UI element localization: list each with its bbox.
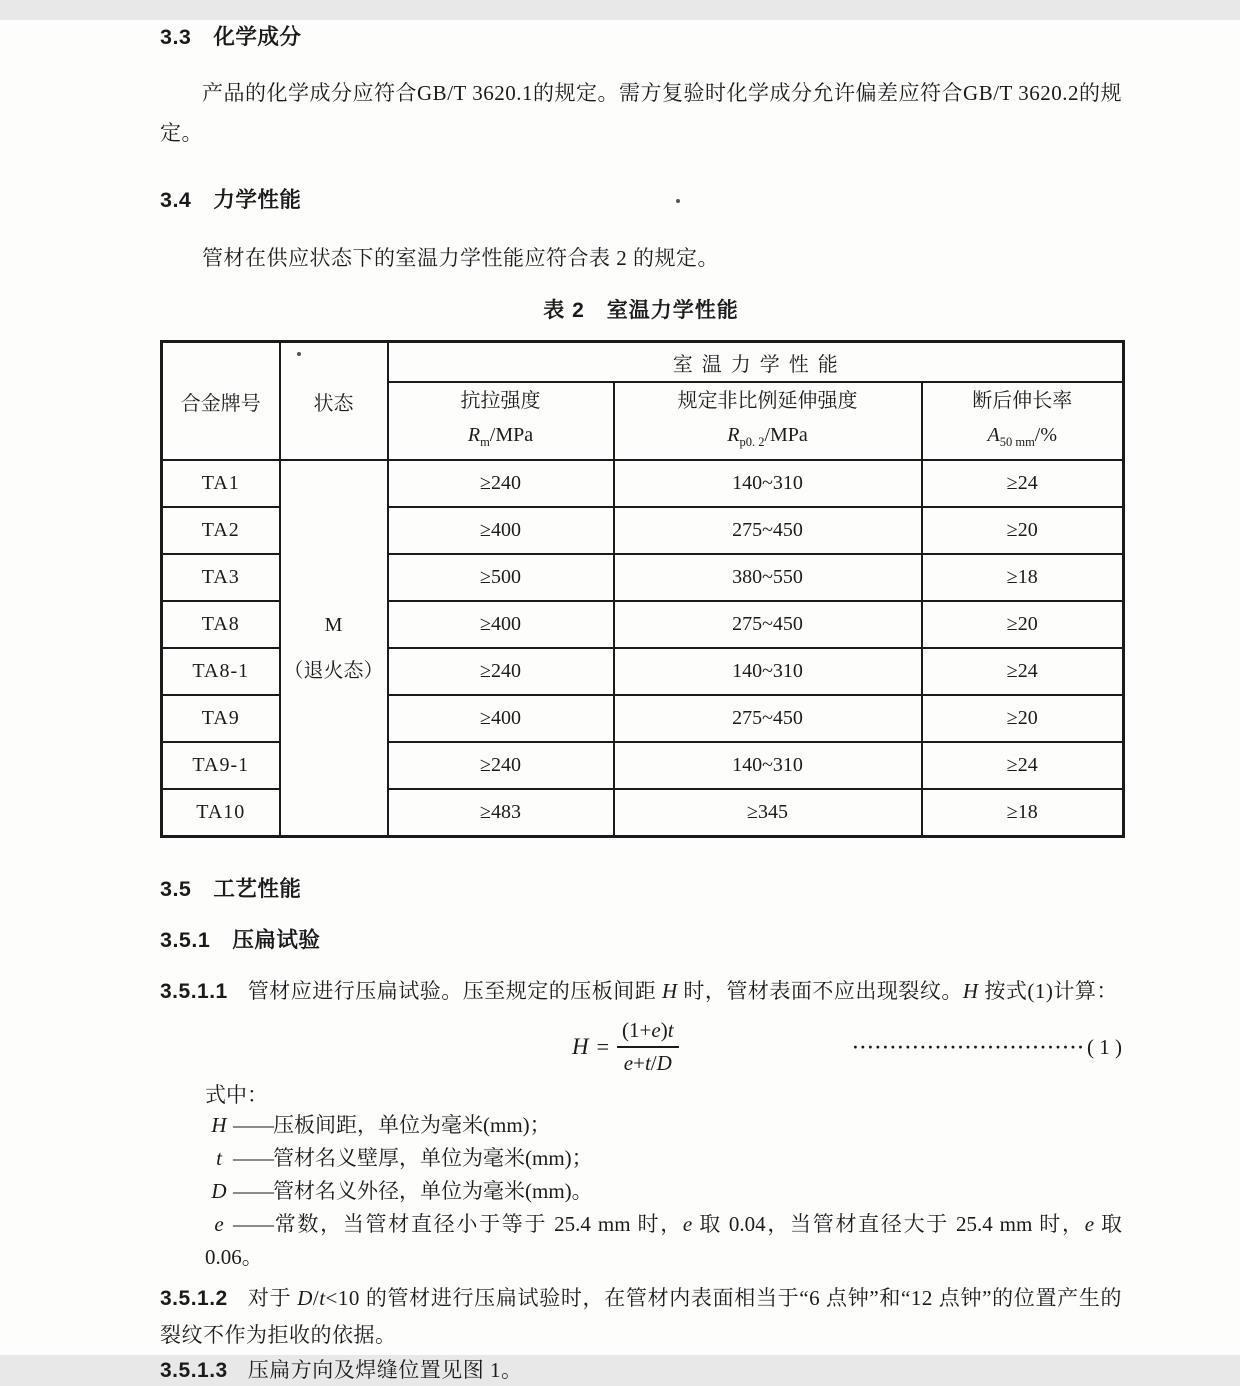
cell-grade: TA10 xyxy=(162,789,280,837)
equation-1 xyxy=(572,1018,679,1076)
text-run: / xyxy=(650,1051,657,1075)
variable-e: e xyxy=(651,1018,661,1042)
variable-t: t xyxy=(667,1018,674,1042)
dot-leader: ······························· xyxy=(852,1036,1085,1057)
cell-rm: ≥400 xyxy=(388,695,614,742)
variable-e: e xyxy=(1084,1212,1095,1236)
cell-rm: ≥240 xyxy=(388,648,614,695)
cell-rp: ≥345 xyxy=(614,789,922,837)
variable-H: H xyxy=(572,1034,589,1059)
variable-H: H xyxy=(211,1113,227,1137)
cell-rp: 275~450 xyxy=(614,695,922,742)
section-heading-3-5 xyxy=(160,872,1122,903)
section-number: 3.4 xyxy=(160,188,192,212)
definition-text: 取 0.04，当管材直径大于 25.4 mm 时， xyxy=(692,1212,1085,1236)
cell-grade: TA2 xyxy=(162,507,280,554)
definition-H xyxy=(205,1109,1122,1142)
cell-grade: TA8-1 xyxy=(162,648,280,695)
text-run: + xyxy=(633,1051,645,1075)
state-label: （退火态） xyxy=(283,660,384,682)
variable-t: t xyxy=(216,1146,222,1170)
variable-H: H xyxy=(962,979,979,1003)
dash: —— xyxy=(233,1146,273,1170)
header-symbol: $R_{p0. 2}$/MPa xyxy=(727,423,808,449)
equation-1-row xyxy=(160,1017,1122,1077)
section-title: 压扁试验 xyxy=(232,928,321,952)
section-number: 3.5.1 xyxy=(160,928,211,952)
mech-properties-table xyxy=(160,340,1125,838)
cell-a: ≥18 xyxy=(922,789,1124,837)
cell-a: ≥20 xyxy=(922,507,1124,554)
header-title: 规定非比例延伸强度 xyxy=(677,389,858,412)
definition-e xyxy=(205,1208,1122,1274)
text-run: 按式(1)计算： xyxy=(978,979,1118,1003)
variable-t: t xyxy=(319,1286,326,1310)
fraction-denominator xyxy=(617,1048,679,1076)
cell-grade: TA8 xyxy=(162,601,280,648)
cell-grade: TA9 xyxy=(162,695,280,742)
section-title: 化学成分 xyxy=(213,25,302,49)
text-run: 对于 xyxy=(247,1286,298,1310)
variable-H: H xyxy=(661,979,678,1003)
paragraph-chemical-composition: 产品的化学成分应符合GB/T 3620.1的规定。需方复验时化学成分允许偏差应符合GB/T 3620.2的规定。 xyxy=(160,81,1122,145)
section-title: 工艺性能 xyxy=(213,877,302,901)
variable-D: D xyxy=(297,1286,313,1310)
table-header-row-1 xyxy=(162,342,1124,383)
cell-a: ≥20 xyxy=(922,601,1124,648)
header-symbol: $A_{50 mm}/\%$ xyxy=(987,423,1058,449)
header-cell-room-temp-props: 室温力学性能 xyxy=(388,342,1124,383)
dash: —— xyxy=(233,1212,273,1236)
definition-t xyxy=(205,1142,1122,1175)
variable-D: D xyxy=(211,1179,227,1203)
cell-rp: 275~450 xyxy=(614,507,922,554)
cell-grade: TA9-1 xyxy=(162,742,280,789)
cell-rm: ≥240 xyxy=(388,742,614,789)
fraction xyxy=(617,1018,679,1076)
cell-grade: TA3 xyxy=(162,554,280,601)
cell-rp: 140~310 xyxy=(614,460,922,507)
section-heading-3-4 xyxy=(160,183,1122,214)
dash: —— xyxy=(233,1113,273,1137)
print-speck xyxy=(297,352,301,356)
text-run: 时，管材表面不应出现裂纹。 xyxy=(677,979,963,1003)
text-run: <10 的管材进行压扁试验时，在管材内表面相当于“6 点钟”和“12 点钟”的位置产生的裂纹不作为拒收的依据。 xyxy=(160,1286,1123,1347)
header-cell-state: 状态 xyxy=(280,342,388,461)
paragraph-3-5-1-2 xyxy=(160,1280,1122,1353)
paragraph-3-5-1-3 xyxy=(160,1355,1122,1386)
section-heading-3-5-1 xyxy=(160,923,1122,954)
header-title: 抗拉强度 xyxy=(460,389,541,412)
cell-rm: ≥400 xyxy=(388,507,614,554)
variable-t: t xyxy=(644,1051,651,1075)
cell-grade: TA1 xyxy=(162,460,280,507)
paragraph-3-5-1-1 xyxy=(160,972,1122,1011)
header-title: 断后伸长率 xyxy=(972,389,1073,412)
cell-a: ≥24 xyxy=(922,742,1124,789)
variable-D: D xyxy=(656,1051,672,1075)
cell-rm: ≥400 xyxy=(388,601,614,648)
cell-a: ≥24 xyxy=(922,648,1124,695)
cell-rp: 140~310 xyxy=(614,648,922,695)
cell-rp: 140~310 xyxy=(614,742,922,789)
section-number: 3.5.1.1 xyxy=(160,980,228,1003)
paragraph-mechanical-properties: 管材在供应状态下的室温力学性能应符合表 2 的规定。 xyxy=(202,246,719,270)
print-speck xyxy=(676,199,680,203)
section-number: 3.5 xyxy=(160,877,192,901)
cell-rm: ≥483 xyxy=(388,789,614,837)
section-number: 3.5.1.3 xyxy=(160,1359,228,1382)
variable-e: e xyxy=(682,1212,693,1236)
cell-state xyxy=(280,460,388,837)
state-code: M xyxy=(324,614,343,636)
equals-sign: = xyxy=(596,1034,610,1059)
cell-rp: 275~450 xyxy=(614,601,922,648)
table-caption: 表 2 室温力学性能 xyxy=(543,299,739,322)
cell-a: ≥24 xyxy=(922,460,1124,507)
cell-rp: 380~550 xyxy=(614,554,922,601)
cell-a: ≥20 xyxy=(922,695,1124,742)
cell-rm: ≥240 xyxy=(388,460,614,507)
definition-text: 压板间距，单位为毫米(mm)； xyxy=(273,1113,551,1137)
header-cell-proof-strength xyxy=(614,382,922,460)
header-cell-tensile xyxy=(388,382,614,460)
cell-a: ≥18 xyxy=(922,554,1124,601)
section-title: 力学性能 xyxy=(213,188,302,212)
equation-number: ( 1 ) xyxy=(1087,1034,1122,1059)
text-run: / xyxy=(312,1286,320,1310)
section-number: 3.5.1.2 xyxy=(160,1287,228,1310)
definition-D xyxy=(205,1175,1122,1208)
variable-e: e xyxy=(214,1212,224,1236)
table-row xyxy=(162,460,1124,507)
definition-text: 管材名义外径，单位为毫米(mm)。 xyxy=(273,1179,593,1203)
fraction-numerator xyxy=(617,1018,679,1048)
text-run: 压扁方向及焊缝位置见图 1。 xyxy=(247,1358,523,1382)
text-run: ) xyxy=(660,1018,668,1042)
document-page xyxy=(0,20,1240,1382)
cell-rm: ≥500 xyxy=(388,554,614,601)
section-heading-3-3 xyxy=(160,20,1122,51)
equation-leader-group xyxy=(852,1035,1122,1060)
header-cell-grade: 合金牌号 xyxy=(162,342,280,461)
text-run: 管材应进行压扁试验。压至规定的压板间距 xyxy=(247,979,662,1003)
dash: —— xyxy=(233,1179,273,1203)
definition-text: 常数，当管材直径小于等于 25.4 mm 时， xyxy=(273,1212,683,1236)
variable-e: e xyxy=(623,1051,634,1075)
header-symbol: $R_m$/MPa xyxy=(467,423,534,449)
text-run: (1+ xyxy=(622,1018,652,1042)
definition-text: 管材名义壁厚，单位为毫米(mm)； xyxy=(273,1146,593,1170)
header-cell-elongation xyxy=(922,382,1124,460)
section-number: 3.3 xyxy=(160,25,192,49)
definition-text: 取 0.06。 xyxy=(205,1212,1123,1269)
where-clause: 式中： xyxy=(205,1083,268,1107)
